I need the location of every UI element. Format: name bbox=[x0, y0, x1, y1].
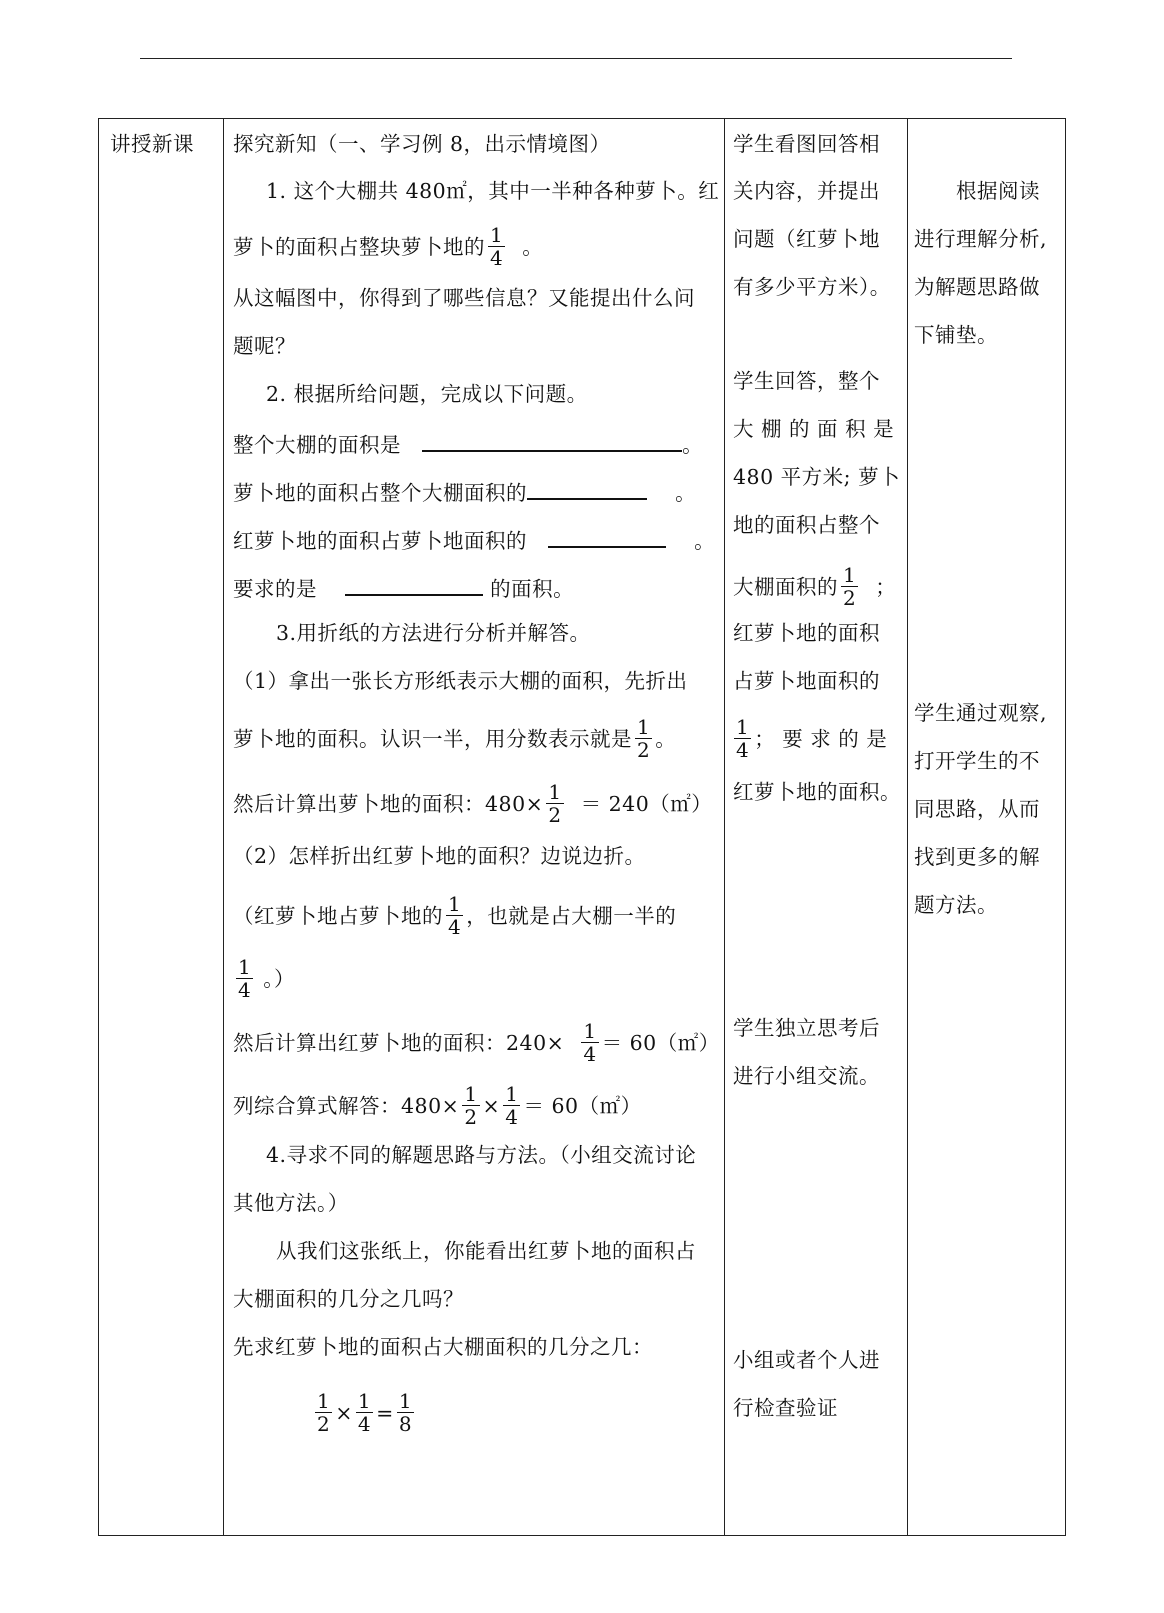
times-sign: × bbox=[335, 1401, 353, 1425]
text: （红萝卜地占萝卜地的 bbox=[233, 904, 443, 928]
column-divider bbox=[907, 119, 908, 1535]
content-line: 从我们这张纸上，你能看出红萝卜地的面积占 bbox=[276, 1239, 696, 1263]
fraction-one-half: $\frac{1}{2}$ bbox=[464, 1082, 478, 1129]
text: 然后计算出萝卜地的面积：480× bbox=[233, 792, 544, 816]
text: ＝ 240（㎡） bbox=[580, 792, 713, 816]
student-line: 红萝卜地的面积。 bbox=[733, 780, 901, 804]
student-line: 有多少平方米）。 bbox=[733, 275, 891, 299]
student-line: 地的面积占整个 bbox=[733, 513, 880, 537]
design-line: 进行理解分析, bbox=[914, 227, 1048, 251]
text: 整个大棚的面积是 bbox=[233, 433, 401, 457]
student-line: 小组或者个人进 bbox=[733, 1348, 880, 1372]
student-line: 问题（红萝卜地 bbox=[733, 227, 880, 251]
student-line bbox=[731, 715, 888, 763]
text: 然后计算出红萝卜地的面积：240× bbox=[233, 1031, 565, 1055]
fraction-one-half: $\frac{1}{2}$ bbox=[317, 1389, 331, 1436]
design-line: 为解题思路做 bbox=[914, 275, 1040, 299]
text: ，也就是占大棚一半的 bbox=[466, 904, 677, 928]
content-line bbox=[233, 955, 296, 1003]
text: 。） bbox=[263, 967, 296, 991]
text: 大棚面积的 bbox=[733, 575, 838, 599]
text: 萝卜的面积占整块萝卜地的 bbox=[233, 235, 485, 259]
fill-in-line bbox=[233, 524, 715, 554]
design-line: 同思路，从而 bbox=[914, 797, 1040, 821]
content-line: （2）怎样折出红萝卜地的面积？边说边折。 bbox=[233, 844, 646, 868]
student-line: 学生回答，整个 bbox=[733, 369, 880, 393]
content-line: 题呢？ bbox=[233, 334, 296, 358]
content-line bbox=[233, 715, 677, 763]
text: ； 要 求 的 是 bbox=[754, 727, 888, 751]
content-line: 1. 这个大棚共 480㎡，其中一半种各种萝卜。红 bbox=[266, 179, 720, 203]
content-line bbox=[233, 780, 713, 828]
text: ＝ 60（㎡） bbox=[523, 1094, 642, 1118]
fill-in-line bbox=[233, 428, 703, 458]
answer-blank[interactable] bbox=[422, 428, 682, 452]
text: ＝ 60（㎡） bbox=[601, 1031, 720, 1055]
fraction-one-quarter: $\frac{1}{4}$ bbox=[490, 223, 504, 270]
answer-blank[interactable] bbox=[345, 572, 483, 596]
content-line bbox=[233, 892, 677, 940]
column-divider bbox=[724, 119, 725, 1535]
section-label: 讲授新课 bbox=[110, 132, 194, 156]
fraction-one-quarter: $\frac{1}{4}$ bbox=[357, 1389, 372, 1436]
text: 。 bbox=[522, 235, 544, 259]
text: 的面积。 bbox=[490, 577, 575, 601]
equation bbox=[312, 1389, 417, 1437]
content-line: 从这幅图中，你得到了哪些信息？又能提出什么问 bbox=[233, 286, 695, 310]
text: 。 bbox=[682, 433, 704, 457]
design-line: 学生通过观察, bbox=[914, 701, 1048, 725]
design-line: 题方法。 bbox=[914, 893, 998, 917]
student-line: 大 棚 的 面 积 是 bbox=[733, 417, 895, 441]
design-line: 下铺垫。 bbox=[914, 323, 998, 347]
student-line bbox=[733, 563, 897, 611]
answer-blank[interactable] bbox=[527, 476, 647, 500]
student-line: 480 平方米; 萝卜 bbox=[733, 465, 901, 489]
text: × bbox=[482, 1094, 501, 1118]
fraction-one-quarter: $\frac{1}{4}$ bbox=[583, 1019, 597, 1066]
answer-blank[interactable] bbox=[548, 524, 666, 548]
text: 萝卜地的面积。认识一半，用分数表示就是 bbox=[233, 727, 632, 751]
content-line: 3.用折纸的方法进行分析并解答。 bbox=[276, 621, 591, 645]
fill-in-line bbox=[233, 572, 574, 602]
fraction-one-quarter: $\frac{1}{4}$ bbox=[448, 892, 462, 939]
text: 列综合算式解答：480× bbox=[233, 1094, 460, 1118]
content-line bbox=[233, 1019, 720, 1067]
fraction-one-half: $\frac{1}{2}$ bbox=[637, 715, 651, 762]
text: 。 bbox=[675, 481, 697, 505]
student-line: 学生看图回答相 bbox=[733, 132, 880, 156]
student-line: 关内容，并提出 bbox=[733, 179, 880, 203]
fraction-one-quarter: $\frac{1}{4}$ bbox=[505, 1082, 519, 1129]
student-line: 进行小组交流。 bbox=[733, 1064, 880, 1088]
content-line: （1）拿出一张长方形纸表示大棚的面积，先折出 bbox=[233, 669, 688, 693]
fraction-one-quarter: $\frac{1}{4}$ bbox=[736, 715, 750, 762]
text: ； bbox=[875, 575, 897, 599]
column-divider bbox=[223, 119, 224, 1535]
content-line: 2. 根据所给问题，完成以下问题。 bbox=[266, 382, 588, 406]
student-line: 红萝卜地的面积 bbox=[733, 621, 880, 645]
student-line: 学生独立思考后 bbox=[733, 1016, 880, 1040]
content-line bbox=[233, 1082, 642, 1130]
content-line: 探究新知（一、学习例 8，出示情境图） bbox=[233, 132, 611, 156]
text: 。 bbox=[694, 529, 716, 553]
design-line: 找到更多的解 bbox=[914, 845, 1040, 869]
text: 红萝卜地的面积占萝卜地面积的 bbox=[233, 529, 527, 553]
student-line: 行检查验证 bbox=[733, 1396, 838, 1420]
text: 。 bbox=[655, 727, 677, 751]
content-line: 4.寻求不同的解题思路与方法。（小组交流讨论 bbox=[266, 1143, 697, 1167]
text: 萝卜地的面积占整个大棚面积的 bbox=[233, 481, 527, 505]
design-line: 打开学生的不 bbox=[914, 749, 1040, 773]
text: 要求的是 bbox=[233, 577, 317, 601]
content-line: 大棚面积的几分之几吗？ bbox=[233, 1287, 464, 1311]
student-line: 占萝卜地面积的 bbox=[733, 669, 880, 693]
design-line: 根据阅读 bbox=[956, 179, 1040, 203]
content-line bbox=[233, 223, 544, 271]
fill-in-line bbox=[233, 476, 696, 506]
fraction-one-quarter: $\frac{1}{4}$ bbox=[238, 955, 252, 1002]
content-line: 先求红萝卜地的面积占大棚面积的几分之几： bbox=[233, 1335, 653, 1359]
fraction-one-eighth: $\frac{1}{8}$ bbox=[398, 1389, 413, 1436]
content-line: 其他方法。） bbox=[233, 1191, 349, 1215]
fraction-one-half: $\frac{1}{2}$ bbox=[843, 563, 857, 610]
header-rule bbox=[140, 58, 1012, 59]
equals-sign: = bbox=[376, 1401, 394, 1425]
fraction-one-half: $\frac{1}{2}$ bbox=[548, 780, 562, 827]
